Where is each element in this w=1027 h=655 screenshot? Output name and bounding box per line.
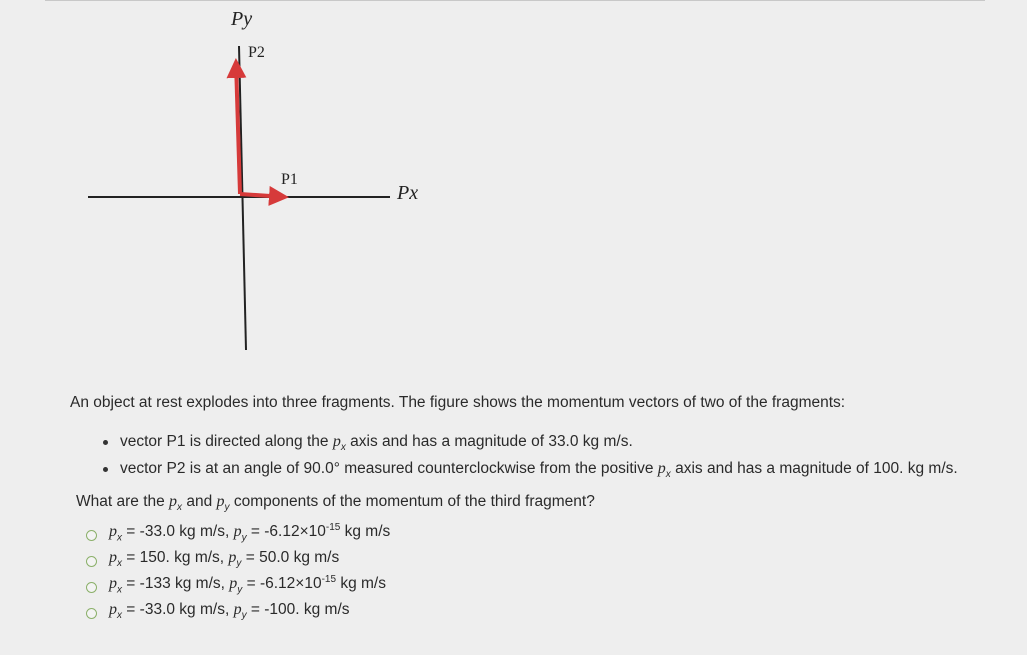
bullet1-text-end: axis and has a magnitude of 33.0 kg m/s.	[345, 433, 633, 450]
px-subscript: x	[177, 502, 183, 514]
radio-button[interactable]	[86, 556, 97, 567]
answer-option-1[interactable]	[86, 520, 390, 546]
radio-button[interactable]	[86, 530, 97, 541]
answer-options	[86, 520, 390, 624]
bullet2-text-end: axis and has a magnitude of 100. kg m/s.	[670, 460, 958, 477]
ask-text-start: What are the	[76, 493, 170, 510]
bullet2-text-start: vector P2 is at an angle of 90.0° measured counterclockwise from the positive	[120, 460, 658, 477]
option-label: $p_x = -33.0$ kg m/s, $p_y = -6.12\times 10^{-15}$ kg m/s	[109, 522, 391, 544]
px-symbol: p	[657, 460, 666, 477]
px-axis-label: Px	[397, 182, 419, 204]
question-prompt	[76, 493, 595, 513]
list-item	[98, 459, 958, 486]
option-label: $p_x = -33.0$ kg m/s, $p_y = -100$. kg m/s	[109, 600, 350, 622]
answer-option-4[interactable]	[86, 598, 390, 624]
ask-text-mid: and	[182, 493, 217, 510]
option-label: $p_x = 150$. kg m/s, $p_y = 50.0$ kg m/s	[109, 548, 340, 570]
radio-button[interactable]	[86, 582, 97, 593]
option-label: $p_x = -133$ kg m/s, $p_y = -6.12\times 10^{-15}$ kg m/s	[109, 574, 386, 596]
p2-label: P2	[248, 44, 265, 61]
bullet-dot	[103, 440, 108, 445]
p1-label: P1	[281, 171, 298, 188]
py-symbol: p	[216, 493, 225, 510]
bullet1-text-start: vector P1 is directed along the	[120, 433, 333, 450]
px-subscript: x	[665, 469, 671, 481]
px-symbol: p	[332, 433, 341, 450]
radio-button[interactable]	[86, 608, 97, 619]
px-symbol: p	[169, 493, 178, 510]
bullet-dot	[103, 467, 108, 472]
py-subscript: y	[224, 502, 230, 514]
list-item	[98, 432, 958, 459]
answer-option-2[interactable]	[86, 546, 390, 572]
ask-text-end: components of the momentum of the third fragment?	[229, 493, 595, 510]
answer-option-3[interactable]	[86, 572, 390, 598]
py-axis-label: Py	[231, 8, 253, 30]
question-intro: An object at rest explodes into three fragments. The figure shows the momentum vectors of two of the fragments:	[70, 394, 846, 411]
vector-list	[98, 432, 958, 486]
px-subscript: x	[340, 442, 346, 454]
